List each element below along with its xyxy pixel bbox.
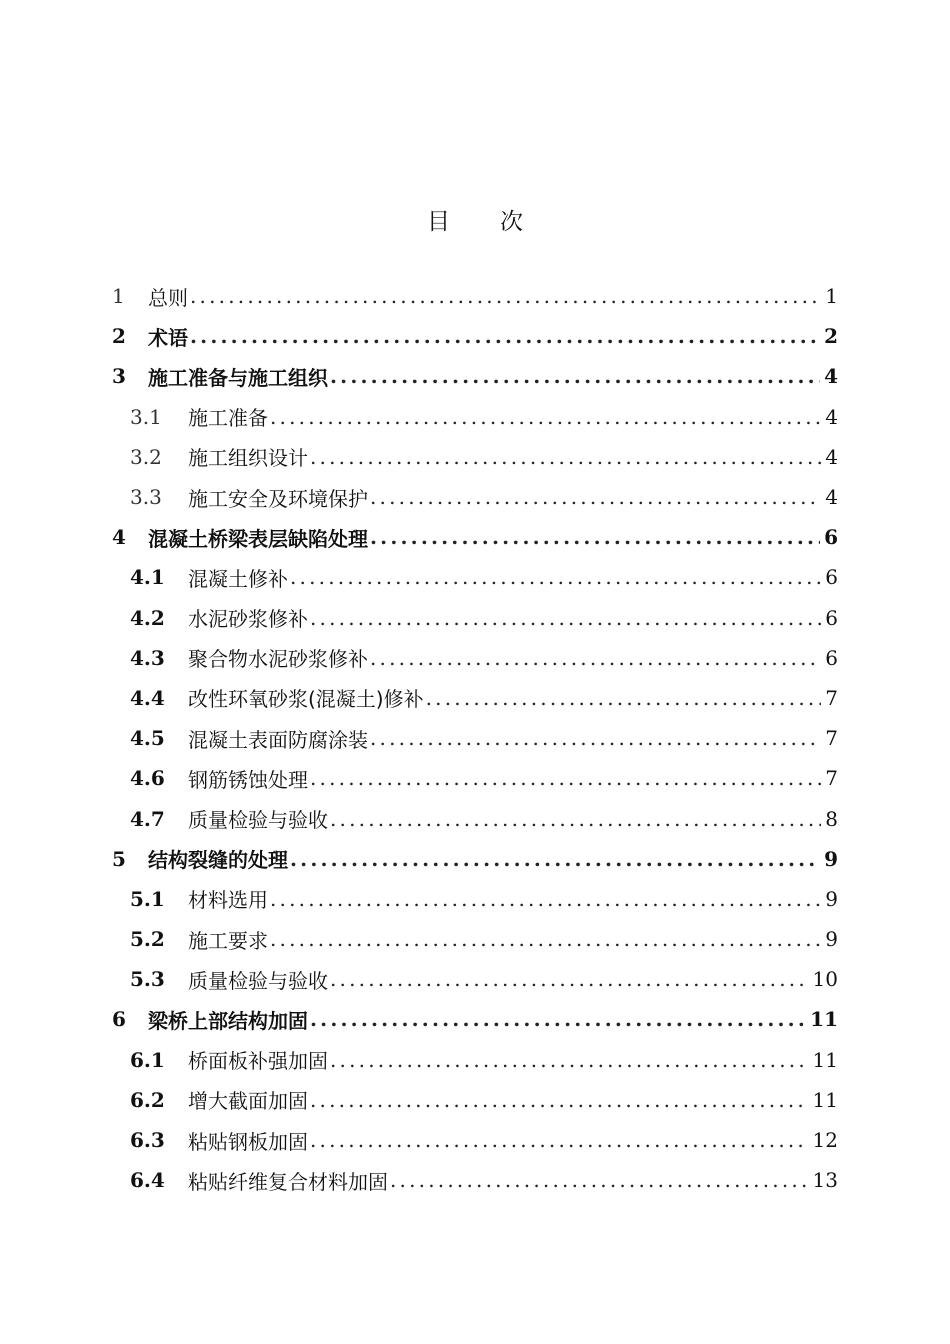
toc-leader-dots — [310, 1088, 809, 1112]
toc-entry-title: 聚合物水泥砂浆修补 — [188, 647, 368, 672]
toc-entry-page: 9 — [825, 886, 838, 911]
toc-entry-title: 总则 — [148, 285, 188, 310]
toc-entry-title: 施工准备 — [188, 406, 268, 431]
toc-entry[interactable] — [112, 437, 838, 477]
toc-entry-page: 8 — [825, 806, 838, 831]
toc-entry-number: 6.2 — [130, 1087, 165, 1112]
toc-leader-dots — [330, 364, 820, 388]
toc-entry-page: 4 — [825, 404, 838, 429]
toc-entry[interactable] — [112, 1160, 838, 1200]
toc-entry-page: 11 — [812, 1047, 838, 1072]
toc-entry-title: 施工要求 — [188, 928, 268, 953]
toc-entry-title: 混凝土修补 — [188, 566, 288, 591]
toc-leader-dots — [370, 485, 821, 509]
toc-entry-page: 11 — [812, 1087, 838, 1112]
toc-entry-number: 4.5 — [130, 726, 165, 751]
toc-entry[interactable] — [112, 839, 838, 879]
toc-entry-number: 4.3 — [130, 645, 165, 670]
toc-entry-title: 质量检验与验收 — [188, 968, 328, 993]
toc-entry-page: 1 — [825, 284, 838, 309]
toc-entry-number: 2 — [112, 324, 126, 349]
toc-entry[interactable] — [112, 678, 838, 718]
toc-entry-title: 水泥砂浆修补 — [188, 607, 308, 632]
toc-entry-page: 7 — [825, 685, 838, 710]
toc-entry-number: 5 — [112, 846, 126, 871]
toc-leader-dots — [390, 1168, 809, 1192]
toc-entry[interactable] — [112, 276, 838, 316]
toc-entry-number: 4.7 — [130, 806, 165, 831]
toc-entry-title: 施工准备与施工组织 — [148, 365, 328, 390]
toc-leader-dots — [426, 686, 822, 710]
toc-leader-dots — [330, 1048, 809, 1072]
toc-leader-dots — [270, 887, 821, 911]
toc-entry[interactable] — [112, 397, 838, 437]
toc-entry-number: 6 — [112, 1007, 126, 1032]
toc-entry-number: 6.4 — [130, 1168, 165, 1193]
toc-entry[interactable] — [112, 798, 838, 838]
toc-leader-dots — [310, 445, 821, 469]
toc-entry-title: 施工组织设计 — [188, 446, 308, 471]
toc-leader-dots — [270, 405, 821, 429]
toc-entry-title: 施工安全及环境保护 — [188, 486, 368, 511]
toc-leader-dots — [290, 565, 821, 589]
toc-entry-page: 12 — [812, 1128, 838, 1153]
toc-entry-number: 3.2 — [130, 444, 162, 469]
toc-entry[interactable] — [112, 919, 838, 959]
toc-entry-page: 7 — [825, 726, 838, 751]
toc-entry-page: 6 — [825, 605, 838, 630]
toc-entry-page: 6 — [825, 645, 838, 670]
toc-entry-title: 增大截面加固 — [188, 1089, 308, 1114]
toc-entry-page: 6 — [824, 525, 838, 550]
toc-leader-dots — [310, 1007, 806, 1031]
toc-entry-title: 结构裂缝的处理 — [148, 848, 288, 873]
toc-entry-page: 2 — [824, 324, 838, 349]
toc-entry-number: 4.6 — [130, 766, 165, 791]
toc-entry-page: 11 — [810, 1007, 838, 1032]
toc-entry-title: 质量检验与验收 — [188, 808, 328, 833]
toc-entry[interactable] — [112, 1120, 838, 1160]
toc-leader-dots — [370, 726, 821, 750]
toc-entry-page: 4 — [825, 485, 838, 510]
toc-entry[interactable] — [112, 999, 838, 1039]
toc-entry[interactable] — [112, 959, 838, 999]
toc-leader-dots — [310, 606, 821, 630]
toc-entry-number: 4 — [112, 525, 126, 550]
toc-entry-page: 4 — [824, 364, 838, 389]
toc-entry-number: 5.2 — [130, 927, 165, 952]
toc-entry-number: 3.1 — [130, 404, 162, 429]
toc-entry-number: 5.3 — [130, 967, 165, 992]
toc-leader-dots — [190, 284, 821, 308]
toc-leader-dots — [330, 807, 821, 831]
toc-entry[interactable] — [112, 598, 838, 638]
toc-entry-page: 10 — [812, 967, 838, 992]
toc-leader-dots — [270, 927, 821, 951]
toc-entry-page: 7 — [825, 766, 838, 791]
toc-entry-page: 6 — [825, 565, 838, 590]
page-title — [0, 203, 950, 236]
toc-entry[interactable] — [112, 638, 838, 678]
toc-leader-dots — [190, 324, 820, 348]
toc-entry[interactable] — [112, 316, 838, 356]
table-of-contents — [112, 276, 838, 1200]
toc-entry[interactable] — [112, 517, 838, 557]
toc-leader-dots — [330, 967, 809, 991]
toc-leader-dots — [370, 525, 820, 549]
toc-entry[interactable] — [112, 356, 838, 396]
toc-entry-number: 1 — [112, 284, 125, 309]
toc-entry[interactable] — [112, 718, 838, 758]
toc-entry-page: 13 — [812, 1168, 838, 1193]
title-char-2: 次 — [500, 209, 523, 235]
toc-entry-page: 4 — [825, 444, 838, 469]
toc-entry-page: 9 — [824, 846, 838, 871]
toc-entry-number: 3 — [112, 364, 126, 389]
toc-entry[interactable] — [112, 557, 838, 597]
toc-entry[interactable] — [112, 477, 838, 517]
toc-entry-title: 粘贴钢板加固 — [188, 1129, 308, 1154]
toc-entry-title: 混凝土表面防腐涂装 — [188, 727, 368, 752]
toc-entry-title: 钢筋锈蚀处理 — [188, 767, 308, 792]
toc-entry-page: 9 — [825, 927, 838, 952]
toc-entry[interactable] — [112, 1080, 838, 1120]
toc-entry-title: 混凝土桥梁表层缺陷处理 — [148, 526, 368, 551]
toc-leader-dots — [290, 847, 820, 871]
toc-entry-number: 6.3 — [130, 1128, 165, 1153]
toc-entry-title: 材料选用 — [188, 888, 268, 913]
toc-entry-number: 4.1 — [130, 565, 165, 590]
toc-entry-title: 术语 — [148, 325, 188, 350]
toc-entry[interactable] — [112, 758, 838, 798]
toc-entry-number: 3.3 — [130, 485, 162, 510]
toc-entry-title: 改性环氧砂浆(混凝土)修补 — [188, 687, 424, 712]
toc-entry-number: 6.1 — [130, 1047, 165, 1072]
toc-entry[interactable] — [112, 879, 838, 919]
title-char-1: 目 — [427, 209, 450, 235]
toc-entry-title: 粘贴纤维复合材料加固 — [188, 1169, 388, 1194]
toc-leader-dots — [370, 646, 821, 670]
toc-entry-title: 桥面板补强加固 — [188, 1049, 328, 1074]
toc-entry-number: 4.2 — [130, 605, 165, 630]
toc-leader-dots — [310, 766, 821, 790]
toc-entry-number: 5.1 — [130, 886, 165, 911]
toc-entry-number: 4.4 — [130, 685, 165, 710]
toc-leader-dots — [310, 1128, 809, 1152]
toc-entry[interactable] — [112, 1040, 838, 1080]
toc-entry-title: 梁桥上部结构加固 — [148, 1008, 308, 1033]
